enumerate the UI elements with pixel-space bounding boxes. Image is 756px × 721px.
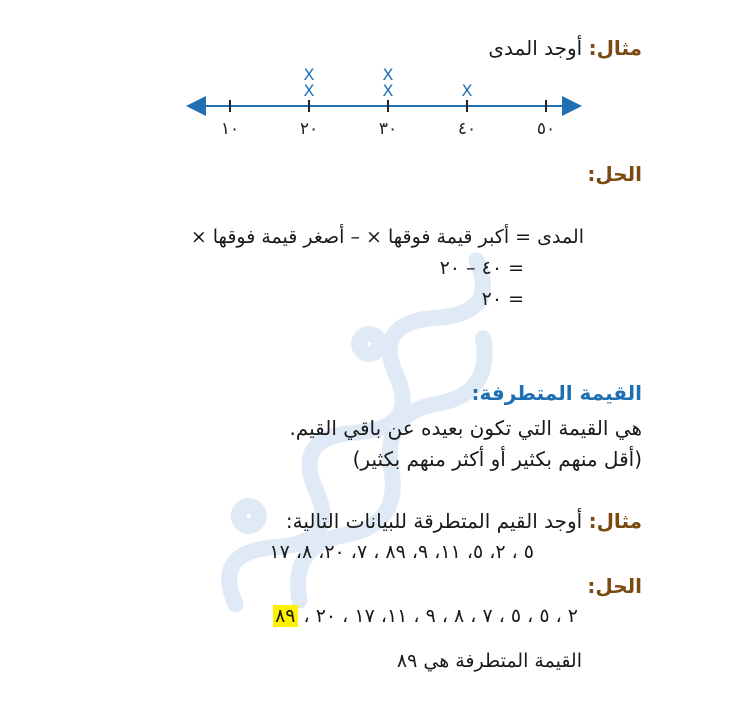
- outlier-highlight: ٨٩: [275, 605, 296, 627]
- example2-line: [286, 509, 642, 533]
- example2-text: أوجد القيم المتطرقة للبيانات التالية:: [285, 509, 583, 533]
- outlier-answer: القيمة المتطرفة هي ٨٩: [396, 650, 582, 672]
- range-result: = ٢٠: [481, 288, 524, 310]
- number-line: [180, 62, 590, 142]
- x-mark-30-1: X: [382, 81, 394, 100]
- example2-data: ٥ ، ٢، ٥، ١١، ٩، ٨٩ ، ٧، ٢٠، ٨، ١٧: [269, 541, 534, 563]
- x-mark-20-2: X: [303, 65, 315, 84]
- range-step: = ٤٠ – ٢٠: [439, 257, 524, 279]
- tick-label-10: ١٠: [220, 119, 240, 139]
- example2-label: مثال:: [588, 509, 642, 533]
- example1-text: أوجد المدى: [488, 36, 583, 60]
- x-mark-30-2: X: [382, 65, 394, 84]
- x-mark-40-1: X: [461, 81, 473, 100]
- tick-label-20: ٢٠: [299, 119, 319, 139]
- solution2-label: الحل:: [587, 574, 642, 598]
- solution1-label: الحل:: [587, 162, 642, 186]
- sorted-data: [273, 605, 578, 627]
- example1-line: [488, 36, 642, 60]
- outlier-definition: هي القيمة التي تكون بعيده عن باقي القيم.: [289, 416, 642, 440]
- outlier-heading: القيمة المتطرفة:: [471, 381, 642, 405]
- tick-label-30: ٣٠: [378, 119, 398, 139]
- x-mark-20-1: X: [303, 81, 315, 100]
- sorted-values: ٢ ، ٥ ، ٥ ، ٧ ، ٨ ، ٩ ، ١١، ١٧ ، ٢٠ ،: [303, 605, 578, 627]
- example1-label: مثال:: [588, 36, 642, 60]
- tick-label-40: ٤٠: [457, 119, 477, 139]
- outlier-note: (أقل منهم بكثير أو أكثر منهم بكثير): [352, 447, 642, 471]
- tick-label-50: ٥٠: [536, 119, 556, 139]
- range-formula: المدى = أكبر قيمة فوقها × – أصغر قيمة فوقها ×: [190, 226, 584, 248]
